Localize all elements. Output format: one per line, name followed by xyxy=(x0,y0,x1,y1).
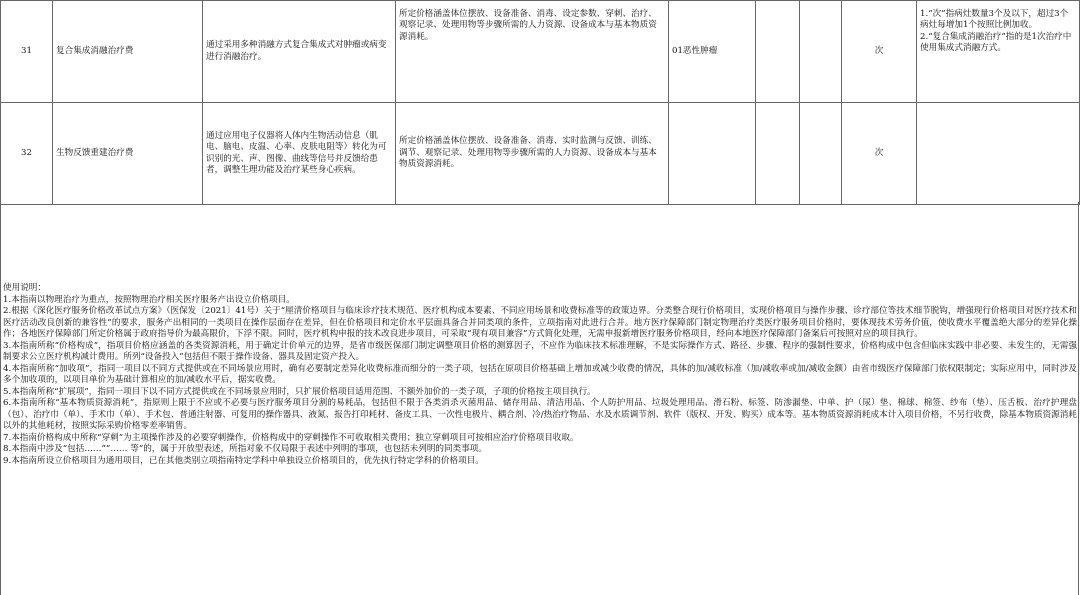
project-name: 生物反馈重建治疗费 xyxy=(53,103,203,205)
price-composition: 所定价格涵盖体位摆放、设备准备、消毒、实时监测与反馈、训练、调节、观察记录、处理用物等步骤所需的人力资源、设备成本与基本物质资源消耗。 xyxy=(396,103,669,205)
pricing-unit: 次 xyxy=(842,1,917,103)
remarks-cell xyxy=(917,103,1080,205)
usage-notes-frame xyxy=(0,202,1079,595)
empty-cell xyxy=(756,1,800,103)
empty-cell xyxy=(800,103,842,205)
empty-cell xyxy=(800,1,842,103)
note-item: 5.本指南所称“扩展项”，指同一项目下以不同方式提供或在不同场景应用时，只扩展价格项目适用范围、不额外加价的一类子项，子项的价格按主项目执行。 xyxy=(3,386,596,397)
note-item: 1.本指南以物理治疗为重点，按照物理治疗相关医疗服务产出设立价格项目。 xyxy=(3,294,295,305)
note-item: 8.本指南中涉及“包括……”“…… 等”的，属于开放型表述，所指对象不仅局限于表述中列明的事项，也包括未列明的同类事项。 xyxy=(3,444,487,455)
remarks-cell: 1.“次”指病灶数量3个及以下，超过3个病灶每增加1个按照比例加收。 2.“复合集成消融治疗”指的是1次治疗中使用集成式消融方式。 xyxy=(917,1,1080,103)
service-definition: 通过应用电子仪器将人体内生物活动信息（肌电、脑电、皮温、心率、皮肤电阻等）转化为可识别的光、声、图像、曲线等信号并反馈给患者，调整生理功能及治疗某些身心疾病。 xyxy=(203,103,396,205)
notes-title: 使用说明： xyxy=(3,283,46,293)
usage-notes xyxy=(3,283,1077,467)
note-item: 7.本指南价格构成中所称“穿刺”为主项操作涉及的必要穿刺操作，价格构成中的穿刺操作不可收取相关费用；独立穿刺项目可按相应治疗价格项目收取。 xyxy=(3,432,579,443)
table-row xyxy=(1,103,1080,205)
row-number: 32 xyxy=(1,103,53,205)
service-definition: 通过采用多种消融方式复合集成式对肿瘤或病变进行消融治疗。 xyxy=(203,1,396,103)
note-item: 6.本指南所称“基本物质资源消耗”，指原则上限于不应或不必要与医疗服务项目分割的易耗品，包括但不限于各类消杀灭菌用品、储存用品、清洁用品、个人防护用品、垃圾处理用品、滑石粉、标签、防渗漏垫、中单、护（尿）垫、棉球、棉签、纱布（垫）、压舌板、治疗护理盘（包）、治疗巾（单）、手术巾（单）、手术包、普通注射器、可复用的操作器具、液氮、报告打印耗材、备皮工具、一次性电极片、耦合剂、冷/热治疗物品、水及水质调节剂、软件（版权、开发、购买）成本等。基本物质资源消耗成本计入项目价格，不另行收费，除基本物质资源消耗以外的其他耗材，按照实际采购价格零差率销售。 xyxy=(3,398,1077,432)
table-row xyxy=(1,1,1080,103)
category-cell: 01恶性肿瘤 xyxy=(669,1,756,103)
empty-cell xyxy=(756,103,800,205)
note-item: 3.本指南所称“价格构成”，指项目价格应涵盖的各类资源消耗，用于确定计价单元的边界，是省市级医保部门制定调整项目价格的测算因子，不应作为临床技术标准理解，不是实际操作方式、路径、步骤、程序的强制性要求，价格构成中包含但临床实践中非必要、未发生的，无需强制要求公立医疗机构减计费用。所列“设备投入”包括但不限于操作设备、器具及固定资产投入。 xyxy=(3,340,1077,363)
row-number: 31 xyxy=(1,1,53,103)
price-composition: 所定价格涵盖体位摆放、设备准备、消毒、设定参数、穿刺、治疗、观察记录、处理用物等步骤所需的人力资源、设备成本与基本物质资源消耗。 xyxy=(396,1,669,103)
note-item: 2.根据《深化医疗服务价格改革试点方案》（医保发〔2021〕41号）关于“厘清价格项目与临床诊疗技术规范、医疗机构成本要素、不同应用场景和收费标准等的政策边界。分类整合现行价格项目，实现价格项目与操作步骤、诊疗部位等技术细节脱钩，增强现行价格项目对医疗技术和医疗活动改良创新的兼容性”的要求，服务产出相同的一类项目在操作层面存在差异，但在价格项目和定价水平层面具备合并同类项的条件，立项指南对此进行合并。地方医疗保障部门制定物理治疗类医疗服务项目价格时，要体现技术劳务价值，使收费水平覆盖绝大部分的差异化操作；各地医疗保障部门所定价格属于政府指导价为最高限价，下浮不限。同时，医疗机构申报的技术改良进步项目，可采取“现有项目兼容”方式简化处理，无需申报新增医疗服务价格项目，经向本地医疗保障部门备案后可按照对应的项目执行。 xyxy=(3,306,1077,340)
note-item: 4.本指南所称“加收项”，指同一项目以不同方式提供或在不同场景应用时，确有必要制定差异化收费标准而细分的一类子项，包括在原项目价格基础上增加或减少收费的情况，具体的加/减收标准（加/减收率或加/减收金额）由省市级医疗保障部门依权限制定；实际应用中，同时涉及多个加收项的，以项目单价为基础计算相应的加/减收水平后，据实收费。 xyxy=(3,363,1077,386)
note-item: 9.本指南所设立价格项目为通用项目，已在其他类别立项指南特定学科中单独设立价格项目的，优先执行特定学科的价格项目。 xyxy=(3,455,484,466)
pricing-unit: 次 xyxy=(842,103,917,205)
pricing-table xyxy=(0,0,1080,205)
category-cell xyxy=(669,103,756,205)
project-name: 复合集成消融治疗费 xyxy=(53,1,203,103)
